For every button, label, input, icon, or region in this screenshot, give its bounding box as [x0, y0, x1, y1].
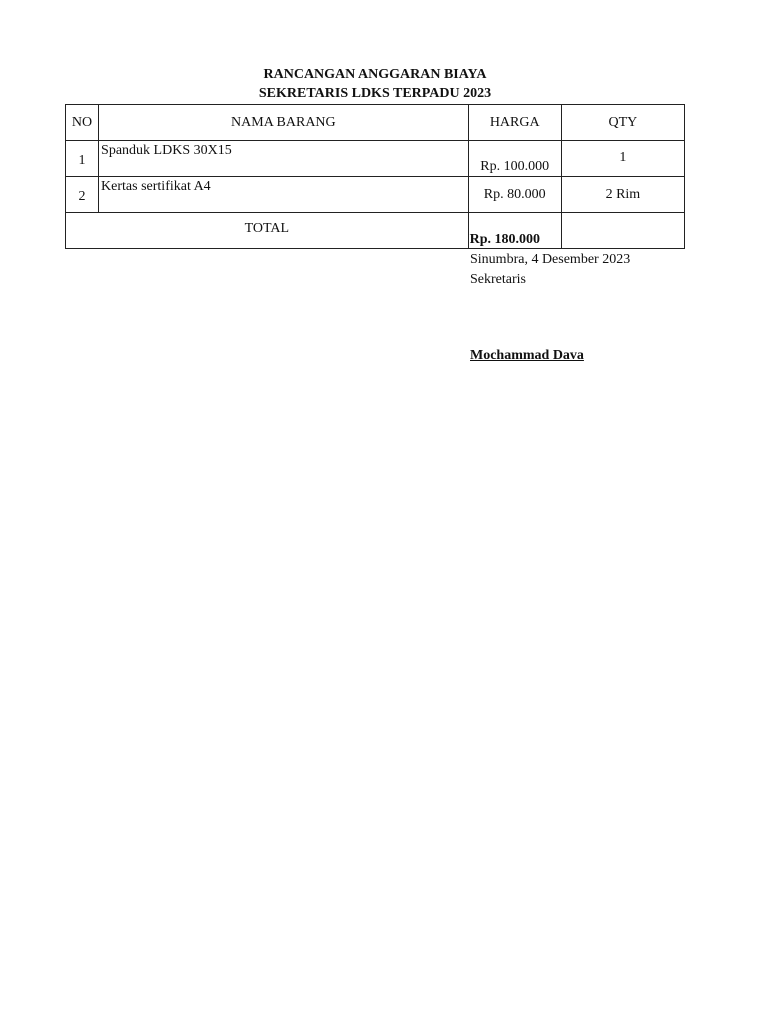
- row-qty: 2 Rim: [561, 177, 684, 213]
- table-header-row: [66, 105, 685, 141]
- row-price: Rp. 100.000: [468, 141, 561, 177]
- header-item-name: NAMA BARANG: [99, 105, 469, 141]
- header-price: HARGA: [468, 105, 561, 141]
- total-value: Rp. 180.000: [468, 213, 561, 249]
- row-qty: 1: [561, 141, 684, 177]
- signature-role: Sekretaris: [470, 272, 526, 287]
- table-row: [66, 177, 685, 213]
- budget-table: [65, 104, 685, 249]
- table-row: [66, 141, 685, 177]
- row-price: Rp. 80.000: [468, 177, 561, 213]
- row-item-name: Kertas sertifikat A4: [99, 177, 469, 213]
- total-qty-empty: [561, 213, 684, 249]
- document-title-line-1: RANCANGAN ANGGARAN BIAYA: [263, 67, 487, 82]
- row-no: 1: [66, 141, 99, 177]
- row-item-name: Spanduk LDKS 30X15: [99, 141, 469, 177]
- signature-place-date: Sinumbra, 4 Desember 2023: [470, 252, 631, 267]
- total-label: TOTAL: [66, 213, 469, 249]
- row-no: 2: [66, 177, 99, 213]
- signature-name: Mochammad Dava: [470, 348, 584, 363]
- header-qty: QTY: [561, 105, 684, 141]
- document-title-line-2: SEKRETARIS LDKS TERPADU 2023: [258, 86, 492, 101]
- header-no: NO: [66, 105, 99, 141]
- table-total-row: [66, 213, 685, 249]
